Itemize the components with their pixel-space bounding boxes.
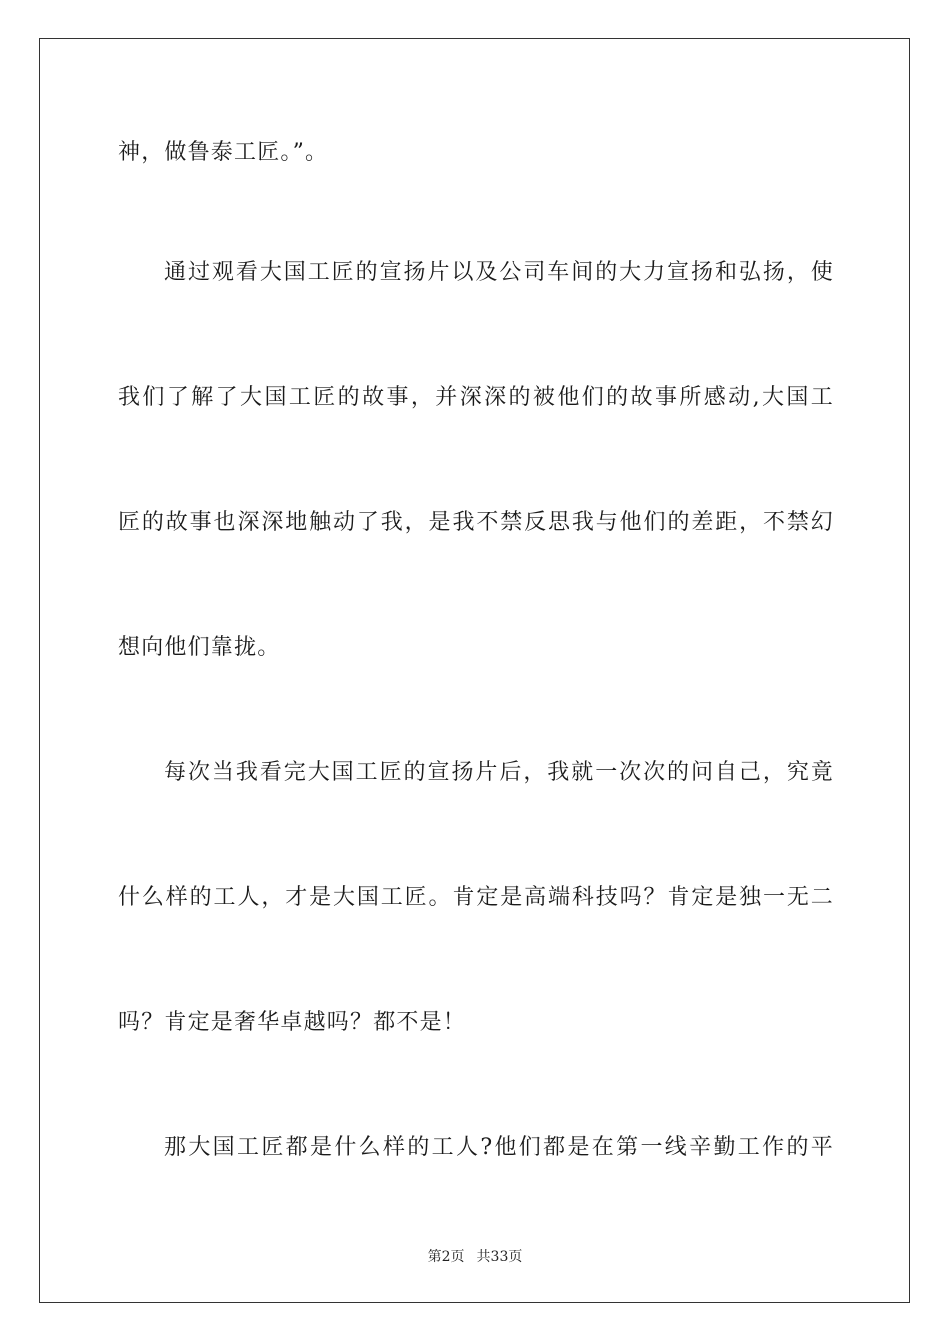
page-border [39,38,910,1303]
paragraph-2-line-3: 吗？肯定是奢华卓越吗？都不是！ [118,1010,467,1035]
paragraph-3-line-1: 那大国工匠都是什么样的工人?他们都是在第一线辛勤工作的平 [164,1135,834,1160]
paragraph-2-line-1: 每次当我看完大国工匠的宣扬片后，我就一次次的问自己，究竟 [164,760,834,785]
page-footer [0,1248,950,1266]
paragraph-1-line-2: 我们了解了大国工匠的故事，并深深的被他们的故事所感动,大国工 [118,385,834,410]
paragraph-1-line-4: 想向他们靠拢。 [118,635,281,660]
page-number: 第2页 [427,1249,465,1265]
page-total: 共33页 [476,1249,523,1265]
paragraph-2-line-2: 什么样的工人，才是大国工匠。肯定是高端科技吗？肯定是独一无二 [118,885,834,910]
text-line-1: 神，做鲁泰工匠。”。 [118,140,329,165]
paragraph-1-line-3: 匠的故事也深深地触动了我，是我不禁反思我与他们的差距，不禁幻 [118,510,834,535]
paragraph-1-line-1: 通过观看大国工匠的宣扬片以及公司车间的大力宣扬和弘扬，使 [164,260,834,285]
